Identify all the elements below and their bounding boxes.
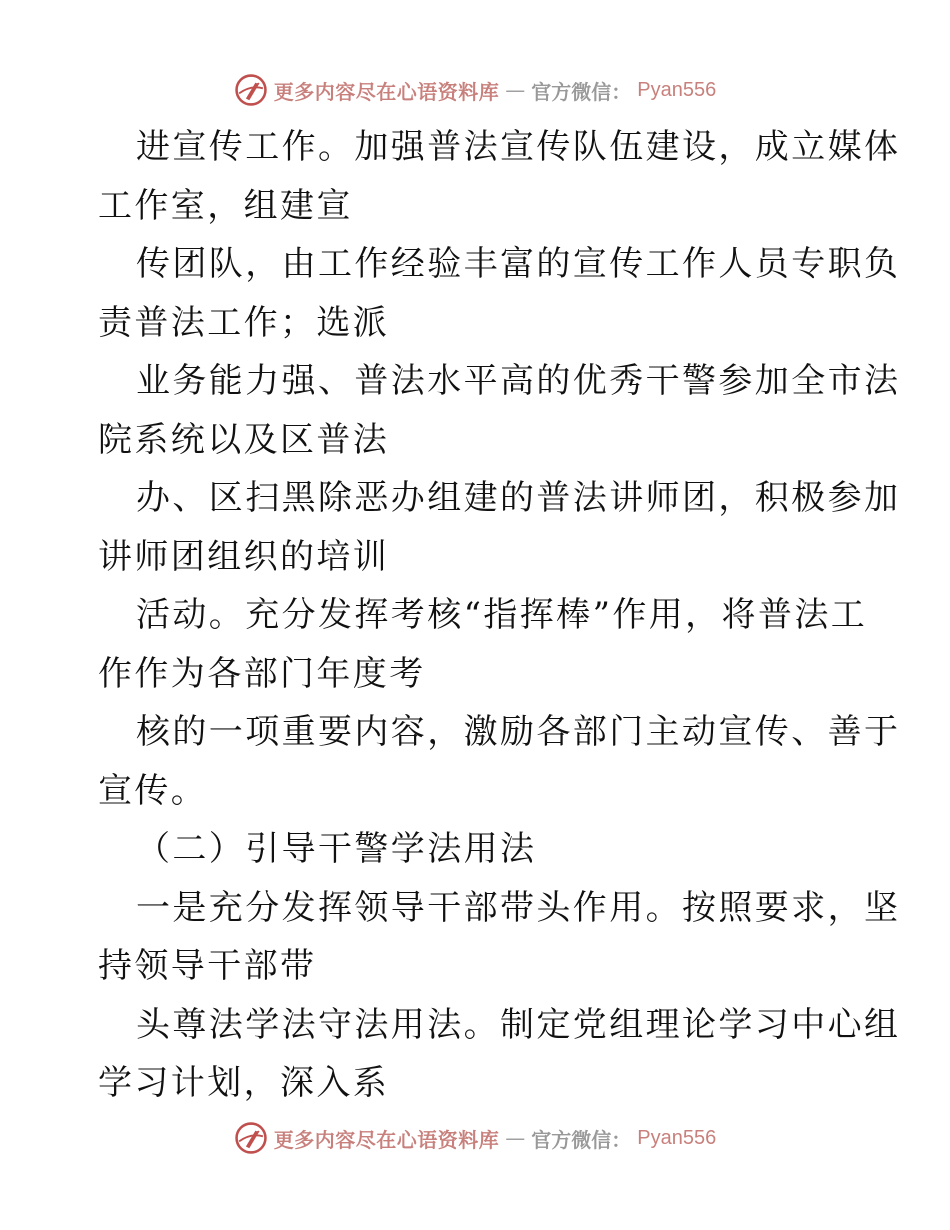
- text-line: 业务能力强、普法水平高的优秀干警参加全市法: [136, 361, 901, 401]
- text-line: 院系统以及区普法: [98, 419, 390, 460]
- pen-circle-logo-icon: [234, 1121, 268, 1155]
- banner-wechat-id: Pyan556: [637, 78, 717, 101]
- document-body: [98, 118, 901, 1113]
- text-line: 传团队，由工作经验丰富的宣传工作人员专职负: [136, 244, 901, 284]
- text-line: 一是充分发挥领导干部带头作用。按照要求，坚: [136, 887, 901, 928]
- text-line: 学习计划，深入系: [98, 1063, 390, 1103]
- text-line: 进宣传工作。加强普法宣传队伍建设，成立媒体: [136, 127, 901, 167]
- text-line: 核的一项重要内容，激励各部门主动宣传、善于: [136, 712, 901, 752]
- text-line: 办、区扫黑除恶办组建的普法讲师团，积极参加: [136, 478, 901, 518]
- banner-brand-text: 更多内容尽在心语资料库: [273, 79, 500, 104]
- banner-wechat-label: 官方微信：: [531, 1127, 632, 1152]
- text-line: 工作室，组建宣: [98, 185, 353, 226]
- text-line: 讲师团组织的培训: [98, 536, 390, 577]
- banner-brand-text: 更多内容尽在心语资料库: [273, 1127, 500, 1152]
- footer-banner: [0, 1118, 950, 1158]
- text-line: 责普法工作；选派: [98, 302, 390, 343]
- text-line: 持领导干部带: [98, 946, 317, 986]
- banner-wechat-label: 官方微信：: [531, 79, 632, 104]
- banner-wechat-id: Pyan556: [637, 1126, 717, 1149]
- section-heading: （二）引导干警学法用法: [136, 829, 537, 869]
- banner-separator: —: [505, 1126, 526, 1150]
- text-line: 头尊法学法守法用法。制定党组理论学习中心组: [136, 1004, 901, 1045]
- text-line: 活动。充分发挥考核“指挥棒”作用，将普法工: [136, 595, 868, 635]
- text-line: 作作为各部门年度考: [98, 653, 426, 694]
- header-banner: [0, 70, 950, 110]
- banner-separator: —: [505, 78, 526, 102]
- text-line: 宣传。: [98, 770, 208, 811]
- pen-circle-logo-icon: [234, 73, 268, 107]
